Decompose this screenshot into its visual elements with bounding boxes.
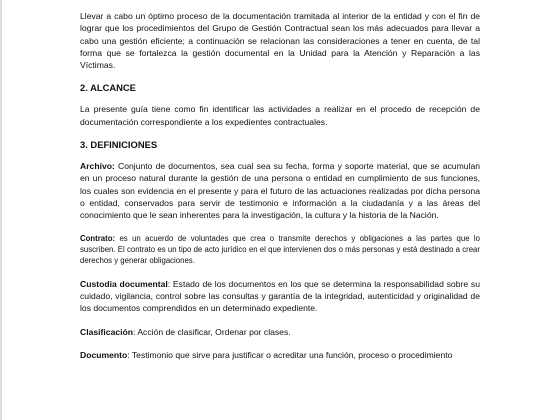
definition-contrato <box>80 233 480 267</box>
definition-term: Contrato: <box>80 233 116 243</box>
section-heading-definiciones: 3. DEFINICIONES <box>80 139 158 151</box>
definition-term: Clasificación <box>80 326 134 337</box>
definition-documento <box>80 349 480 361</box>
definition-text: : Estado de los documentos en los que se determina la responsabilidad sobre su cuidado, vigilancia, control sobre las consultas y garantía de la integridad, autenticidad y originalidad de los documentos comprendidos en un determinado expediente. <box>80 278 480 314</box>
definition-text: Conjunto de documentos, sea cual sea su fecha, forma y soporte material, que se acumulan en un proceso natural durante la gestión de una persona o entidad en cumplimiento de sus funciones, los cuales son evidencia en el presente y para el futuro de las actuaciones realizadas por dicha persona o entidad, conservados para servir de testimonio e información a la ciudadanía y a las áreas del conocimiento que le sean inherentes para la investigación, la cultura y la historia de la Nación. <box>80 161 480 221</box>
page-left-edge <box>0 0 2 420</box>
document-page <box>80 10 480 372</box>
definition-custodia-documental <box>80 278 480 315</box>
definition-text: : Acción de clasificar, Ordenar por clases. <box>133 326 291 337</box>
alcance-paragraph: La presente guía tiene como fin identificar las actividades a realizar en el procedo de recepción de documentación correspondiente a los expedientes contractuales. <box>80 104 480 127</box>
definition-term: Archivo: <box>80 161 115 172</box>
section-heading-alcance: 2. ALCANCE <box>80 82 136 94</box>
definition-clasificacion <box>80 326 480 338</box>
definition-text: es un acuerdo de voluntades que crea o transmite derechos y obligaciones a las partes que lo suscriben. El contrato es un tipo de acto jurídico en el que intervienen dos o más personas y está destinado a crear derechos y generar obligaciones. <box>80 233 480 266</box>
definition-text: : Testimonio que sirve para justificar o acreditar una función, proceso o procedimiento <box>127 349 453 360</box>
definition-term: Documento <box>80 349 128 360</box>
definition-archivo <box>80 160 480 221</box>
definition-term: Custodia documental <box>80 278 168 289</box>
intro-paragraph: Llevar a cabo un óptimo proceso de la documentación tramitada al interior de la entidad y con el fin de lograr que los procedimientos del Grupo de Gestión Contractual sean los más adecuados para llevar a cabo una gestión eficiente; a continuación se relacionan las consideraciones a tener en cuenta, de tal forma que se fortalezca la gestión documental en la Unidad para la Atención y Reparación a las Víctimas. <box>80 11 480 71</box>
